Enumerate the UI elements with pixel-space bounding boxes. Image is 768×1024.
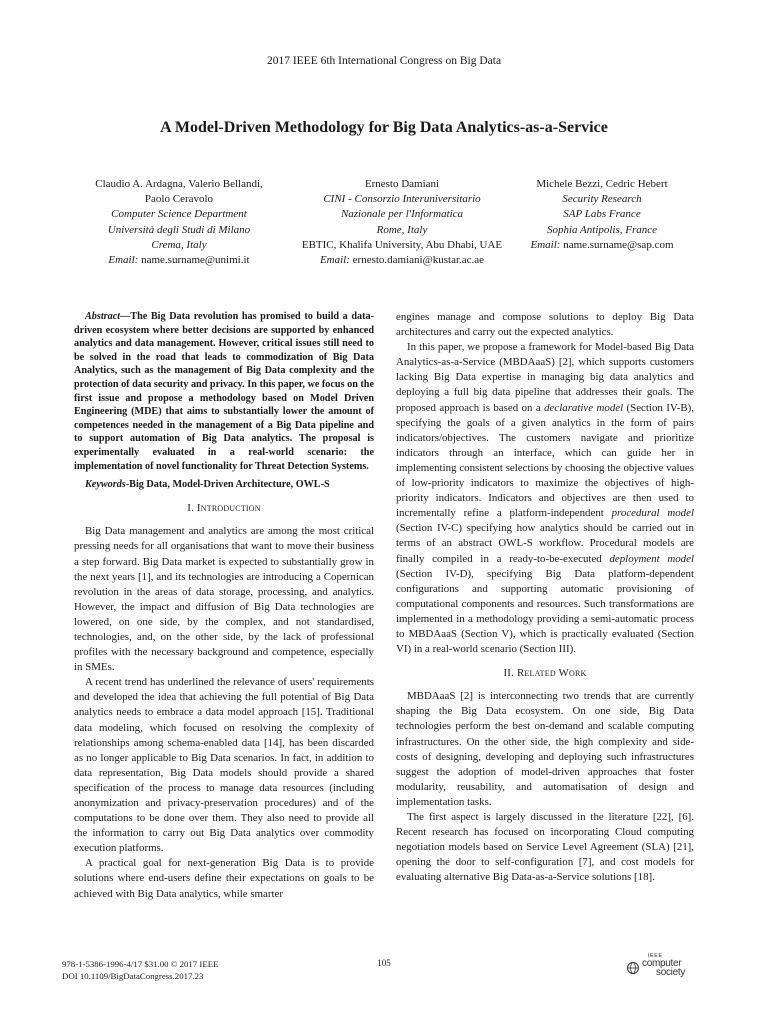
left-column: [74, 310, 374, 902]
author-names: Michele Bezzi, Cedric Hebert: [536, 178, 668, 190]
section-heading-related-work: II. Related Work: [503, 667, 587, 680]
text-run-italic: deployment model: [609, 552, 694, 565]
author-affiliation: CINI - Consorzio Interuniversitario: [323, 193, 481, 206]
email-label: Email:: [108, 254, 139, 267]
page-number: 105: [377, 958, 391, 968]
author-affiliation: Crema, Italy: [151, 238, 207, 251]
globe-icon: [626, 961, 640, 975]
paragraph: Big Data management and analytics are among the most critical pressing needs for all organisations that want to move their business a step forward. Big Data market is expected to substantially grow in the next years [1], and its technologies are introducing a Copernican revolution in the areas of data storage, processing, and analytics. However, the impact and diffusion of Big Data technologies are lowered, on one side, by the complex, and not standardised, technologies, and, on the other side, by the lack of professional profiles with the necessary background and competence, especially in SMEs.: [74, 525, 374, 674]
author-affiliation: Computer Science Department: [111, 208, 247, 221]
paragraph: MBDAaaS [2] is interconnecting two trends that are currently shaping the Big Data ecosystem. On one side, Big Data technologies perform the best on-demand and scalable computing infrastructures. On the other side, the high complexity and side-costs of designing, developing and deploying such infrastructures suggest the adoption of model-driven approaches that foster modularity, reusability, and automatisation of design and implementation tasks.: [396, 690, 694, 808]
abstract-label: Abstract: [85, 311, 121, 322]
abstract: [74, 310, 374, 473]
paper-title: A Model-Driven Methodology for Big Data Analytics-as-a-Service: [160, 119, 608, 136]
text-run: In this paper, we propose a framework for Model-based Big Data Analytics-as-a-Service (MBDAaaS) [2], which supports customers lacking Big Data expertise in managing big data analytics and deploying a full big data pipeline that addresses their goals. The proposed approach is based on a: [396, 341, 694, 414]
author-names: Ernesto Damiani: [364, 178, 440, 190]
author-block-2: [282, 177, 522, 268]
conference-header: 2017 IEEE 6th International Congress on Big Data: [266, 55, 502, 67]
author-affiliation: Sophia Antipolis, France: [546, 223, 658, 236]
footer-doi[interactable]: DOI 10.1109/BigDataCongress.2017.23: [62, 971, 204, 981]
paragraph: engines manage and compose solutions to deploy Big Data architectures and carry out the expected analytics.: [396, 311, 694, 339]
logo-line-2: society: [656, 967, 686, 978]
keywords: [74, 477, 374, 492]
author-email-line: [68, 253, 290, 268]
author-email[interactable]: name.surname@unimi.it: [141, 254, 250, 267]
author-email[interactable]: name.surname@sap.com: [563, 238, 674, 251]
abstract-text: —The Big Data revolution has promised to build a data-driven ecosystem where better decisions are supported by enhanced analytics and data management. However, critical issues still need to be solved in the road that leads to commodization of Big Data Analytics, such as the management of Big Data complexity and the protection of data security and privacy. In this paper, we focus on the first issue and propose a methodology based on Model Driven Engineering (MDE) that aims to substantially lower the amount of competences needed in the management of a Big Data pipeline and to support automation of Big Data analytics. The proposal is experimentally evaluated in a real-world scenario: the implementation of novel functionality for Threat Detection Systems.: [74, 311, 374, 472]
author-affiliation: Nazionale per l'Informatica: [340, 208, 464, 221]
computer-society-logo: [626, 953, 706, 983]
author-email-line: [512, 238, 692, 253]
text-run-italic: declarative model: [544, 401, 624, 414]
author-email-line: [282, 253, 522, 268]
text-run: (Section IV-D), specifying Big Data platform-dependent configurations and supporting automatic provisioning of computational components and resources. Such transformations are implemented in a methodology providing a semi-automatic process to MBDAaaS (Section V), which is practically evaluated (Section VI) in a real-world scenario (Section III).: [396, 567, 694, 656]
email-label: Email:: [530, 238, 561, 251]
author-affiliation-extra: EBTIC, Khalifa University, Abu Dhabi, UAE: [301, 238, 503, 251]
author-affiliation: SAP Labs France: [563, 208, 641, 221]
author-affiliation: Security Research: [562, 193, 642, 206]
keywords-text: -Big Data, Model-Driven Architecture, OWL-S: [125, 479, 330, 491]
author-email[interactable]: ernesto.damiani@kustar.ac.ae: [352, 254, 485, 267]
section-heading-introduction: I. Introduction: [187, 502, 261, 515]
paragraph: A practical goal for next-generation Big Data is to provide solutions where end-users define their expectations on goals to be achieved with Big Data analytics, while smarter: [74, 857, 374, 900]
author-block-1: [68, 177, 290, 268]
text-run: (Section IV-C) specifying how analytics should be carried out in terms of an abstract OWL-S workflow. Procedural models are finally compiled in a ready-to-be-executed: [396, 522, 694, 565]
author-names: Paolo Ceravolo: [144, 193, 214, 206]
text-run: (Section IV-B), specifying the goals of a given analytics in the form of pairs indicators/objectives. The customers navigate and prioritize indicators through an interface, which can guide her in implementing consistent selections by choosing the objective values of low-priority indicators to maximize the objectives of high-priority indicators. Indicators and objectives are then used to incrementally refine a platform-independent: [396, 401, 694, 520]
paragraph: A recent trend has underlined the relevance of users' requirements and developed the idea that achieving the full potential of Big Data analytics needs to embrace a data model approach [15]. Traditional data modeling, which focused on resolving the complexity of relationships among schema-enabled data [14], has been discarded as no longer applicable to Big Data scenarios. In fact, in addition to data representation, Big Data models should provide a shared specification of the process to manage data resources (including anonymization and privacy-preservation procedures) and of the computations to be done over them. They also need to provide all the information to carry out Big Data analytics over commodity execution platforms.: [74, 676, 374, 855]
logo-line-1: computer: [642, 958, 682, 969]
keywords-label: Keywords: [85, 479, 126, 491]
paragraph: The first aspect is largely discussed in the literature [22], [6]. Recent research has focused on incorporating Cloud computing negotiation models based on Service Level Agreement (SLA) [21], opening the door to self-configuration [7], and cost models for evaluating alternative Big Data-as-a-Service solutions [18].: [396, 811, 694, 884]
right-column: [396, 310, 694, 885]
email-label: Email:: [319, 254, 350, 267]
author-block-3: [512, 177, 692, 253]
author-affiliation: Rome, Italy: [376, 223, 428, 236]
footer-info: [62, 958, 322, 982]
footer-isbn: 978-1-5386-1996-4/17 $31.00 © 2017 IEEE: [62, 959, 219, 969]
logo-ieee-text: IEEE: [648, 953, 663, 959]
author-affiliation: Università degli Studi di Milano: [107, 223, 251, 236]
text-run-italic: procedural model: [611, 507, 694, 520]
paragraph: [396, 340, 694, 657]
author-names: Claudio A. Ardagna, Valerio Bellandi,: [95, 178, 263, 190]
